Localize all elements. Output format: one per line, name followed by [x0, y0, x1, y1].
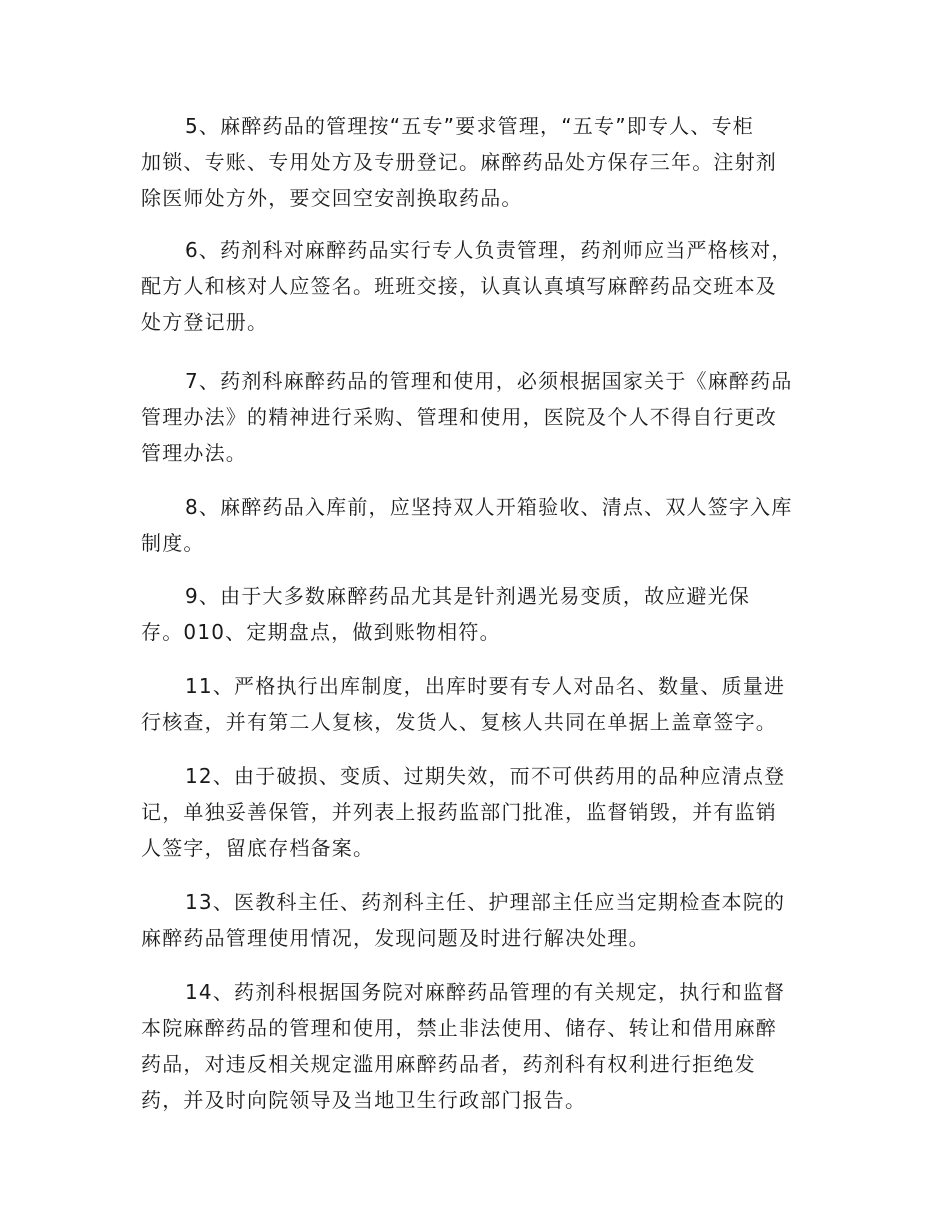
- paragraph-item-9: [141, 578, 811, 650]
- paragraph-line: 8、麻醉药品入库前，应坚持双人开箱验收、清点、双人签字入库: [185, 495, 793, 519]
- paragraph-item-6: [141, 232, 811, 340]
- paragraph-line: 加锁、专账、专用处方及专册登记。麻醉药品处方保存三年。注射剂: [141, 150, 777, 174]
- paragraph-line: 11、严格执行出库制度，出库时要有专人对品名、数量、质量进: [185, 674, 786, 698]
- paragraph-line: 存。010、定期盘点，做到账物相符。: [141, 620, 501, 644]
- paragraph-item-5: [141, 108, 811, 216]
- paragraph-line: 处方登记册。: [141, 310, 269, 334]
- paragraph-line: 行核查，并有第二人复核，发货人、复核人共同在单据上盖章签字。: [141, 710, 777, 734]
- paragraph-item-7: [141, 363, 811, 471]
- paragraph-line: 管理办法》的精神进行采购、管理和使用，医院及个人不得自行更改: [141, 405, 777, 429]
- paragraph-item-12: [141, 758, 811, 866]
- paragraph-line: 12、由于破损、变质、过期失效，而不可供药用的品种应清点登: [185, 764, 786, 788]
- paragraph-line: 5、麻醉药品的管理按“五专”要求管理，“五专”即专人、专柜: [185, 114, 754, 138]
- paragraph-line: 管理办法。: [141, 441, 247, 465]
- paragraph-item-8: [141, 489, 811, 561]
- paragraph-line: 7、药剂科麻醉药品的管理和使用，必须根据国家关于《麻醉药品: [185, 369, 793, 393]
- paragraph-line: 14、药剂科根据国务院对麻醉药品管理的有关规定，执行和监督: [185, 980, 786, 1004]
- paragraph-item-14: [141, 974, 811, 1118]
- paragraph-line: 药，并及时向院领导及当地卫生行政部门报告。: [141, 1088, 587, 1112]
- paragraph-line: 配方人和核对人应签名。班班交接，认真认真填写麻醉药品交班本及: [141, 274, 777, 298]
- paragraph-line: 药品，对违反相关规定滥用麻醉药品者，药剂科有权利进行拒绝发: [141, 1052, 756, 1076]
- paragraph-line: 6、药剂科对麻醉药品实行专人负责管理，药剂师应当严格核对，: [185, 238, 793, 262]
- paragraph-item-11: [141, 668, 811, 740]
- paragraph-line: 13、医教科主任、药剂科主任、护理部主任应当定期检查本院的: [185, 890, 786, 914]
- paragraph-line: 人签字，留底存档备案。: [141, 836, 375, 860]
- paragraph-line: 麻醉药品管理使用情况，发现问题及时进行解决处理。: [141, 926, 650, 950]
- paragraph-line: 9、由于大多数麻醉药品尤其是针剂遇光易变质，故应避光保: [185, 584, 751, 608]
- paragraph-line: 本院麻醉药品的管理和使用，禁止非法使用、储存、转让和借用麻醉: [141, 1016, 777, 1040]
- paragraph-line: 记，单独妥善保管，并列表上报药监部门批准，监督销毁，并有监销: [141, 800, 777, 824]
- paragraph-line: 制度。: [141, 531, 205, 555]
- paragraph-line: 除医师处方外，要交回空安剖换取药品。: [141, 186, 523, 210]
- paragraph-item-13: [141, 884, 811, 956]
